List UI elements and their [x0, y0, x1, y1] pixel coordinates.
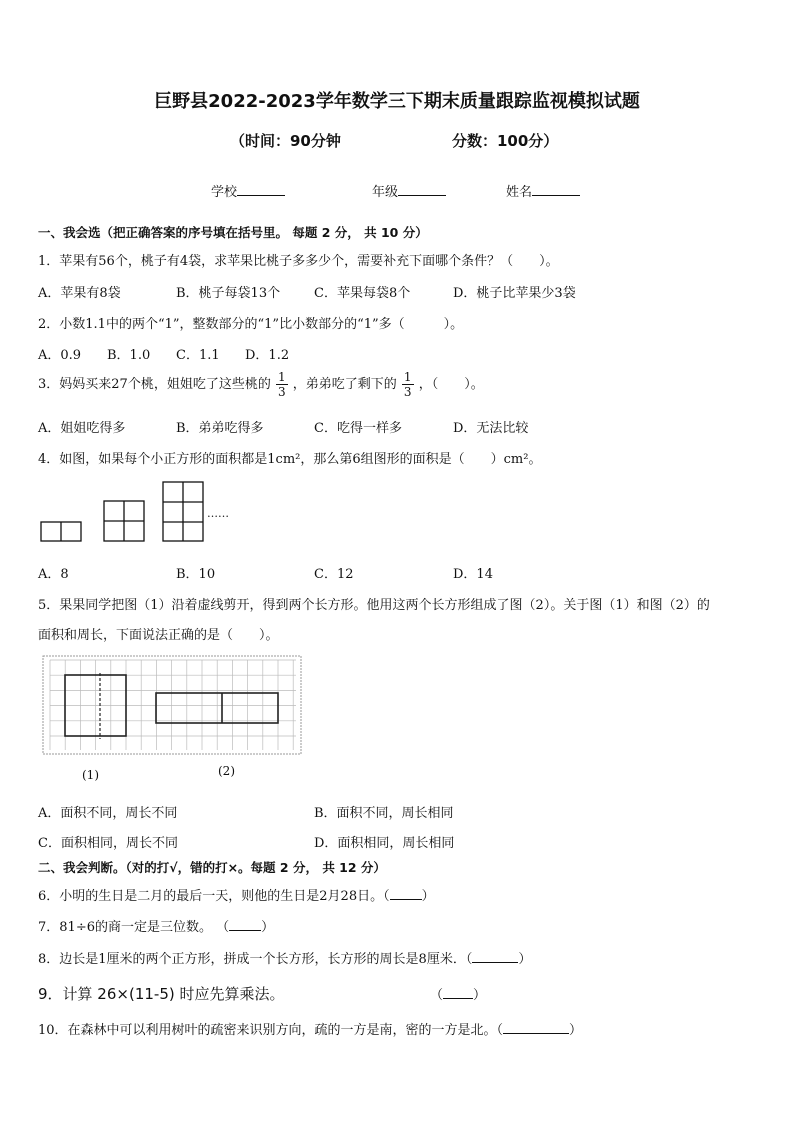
name-blank[interactable]: [532, 195, 580, 196]
q7-answer-blank[interactable]: [229, 930, 261, 931]
grade-field[interactable]: [372, 181, 446, 200]
q3-fraction-1: $\frac{1}{3}$: [277, 370, 286, 399]
question-1: 1．苹果有56个，桃子有4袋，求苹果比桃子多多少个，需要补充下面哪个条件？（ ）。: [38, 254, 559, 269]
q6-answer-blank[interactable]: [390, 899, 422, 900]
q10-answer-blank[interactable]: [503, 1033, 569, 1034]
q5-grid-figure: [42, 655, 304, 757]
school-field[interactable]: [211, 181, 285, 200]
section2-heading: 二、我会判断。（对的打√，错的打×。每题 2 分， 共 12 分）: [38, 860, 386, 875]
grade-blank[interactable]: [398, 195, 446, 196]
name-label: 姓名: [506, 185, 533, 200]
q3-text-a: 3．妈妈买来27个桃，姐姐吃了这些桃的: [38, 377, 271, 392]
q4-option-c[interactable]: C．12: [314, 567, 354, 582]
question-4: 4．如图，如果每个小正方形的面积都是1cm²，那么第6组图形的面积是（ ）cm²。: [38, 452, 542, 467]
q5-label-1: (1): [82, 768, 99, 782]
q5-option-d[interactable]: D．面积相同，周长相同: [314, 836, 455, 851]
q3-option-a[interactable]: A．姐姐吃得多: [38, 421, 126, 436]
q3-option-c[interactable]: C．吃得一样多: [314, 421, 402, 436]
q2-option-d[interactable]: D．1.2: [245, 348, 290, 363]
grade-label: 年级: [372, 185, 399, 200]
q5-option-c[interactable]: C．面积相同，周长不同: [38, 836, 178, 851]
exam-time: （时间：90分钟: [230, 132, 341, 150]
q9-answer: （ ）: [430, 988, 487, 1003]
question-7: 7．81÷6的商一定是三位数。 （ ）: [38, 920, 275, 935]
q5-option-b[interactable]: B．面积不同，周长相同: [314, 806, 454, 821]
q1-option-d[interactable]: D．桃子比苹果少3袋: [453, 286, 576, 301]
question-6: 6．小明的生日是二月的最后一天，则他的生日是2月28日。（ ）: [38, 889, 435, 904]
q1-option-c[interactable]: C．苹果每袋8个: [314, 286, 411, 301]
section1-heading: 一、我会选（把正确答案的序号填在括号里。 每题 2 分， 共 10 分）: [38, 225, 428, 240]
question-2: 2．小数1.1中的两个“1”，整数部分的“1”比小数部分的“1”多（ ）。: [38, 317, 464, 332]
q4-option-a[interactable]: A．8: [38, 567, 69, 582]
question-9: 9．计算 26×(11-5) 时应先算乘法。: [38, 985, 285, 1003]
q4-dots: ……: [207, 507, 229, 520]
q4-option-b[interactable]: B．10: [176, 567, 216, 582]
q3-text-b: ，弟弟吃了剩下的: [292, 377, 397, 392]
page-title: 巨野县2022-2023学年数学三下期末质量跟踪监视模拟试题: [154, 91, 640, 112]
question-8: 8．边长是1厘米的两个正方形，拼成一个长方形，长方形的周长是8厘米．（ ）: [38, 952, 532, 967]
q9-answer-blank[interactable]: [443, 998, 473, 999]
q2-option-c[interactable]: C．1.1: [176, 348, 220, 363]
q3-option-b[interactable]: B．弟弟吃得多: [176, 421, 264, 436]
question-10: 10．在森林中可以利用树叶的疏密来识别方向，疏的一方是南，密的一方是北。（ ）: [38, 1023, 583, 1038]
question-5-line2: 面积和周长，下面说法正确的是（ ）。: [38, 628, 279, 643]
q1-option-b[interactable]: B．桃子每袋13个: [176, 286, 281, 301]
q8-answer-blank[interactable]: [472, 962, 518, 963]
q3-fraction-2: $\frac{1}{3}$: [403, 370, 412, 399]
q1-option-a[interactable]: A．苹果有8袋: [38, 286, 121, 301]
school-label: 学校: [211, 185, 238, 200]
q4-option-d[interactable]: D．14: [453, 567, 493, 582]
name-field[interactable]: [506, 181, 580, 200]
school-blank[interactable]: [237, 195, 285, 196]
q2-option-a[interactable]: A．0.9: [38, 348, 82, 363]
question-5-line1: 5．果果同学把图（1）沿着虚线剪开，得到两个长方形。他用这两个长方形组成了图（2）。关于图（1）和图（2）的: [38, 598, 710, 613]
q3-text-c: ，（ ）。: [418, 377, 484, 392]
exam-score: 分数：100分）: [452, 132, 559, 150]
q2-option-b[interactable]: B．1.0: [107, 348, 151, 363]
q5-label-2: (2): [218, 764, 235, 778]
q5-option-a[interactable]: A．面积不同，周长不同: [38, 806, 178, 821]
question-3: [38, 370, 484, 399]
q3-option-d[interactable]: D．无法比较: [453, 421, 529, 436]
